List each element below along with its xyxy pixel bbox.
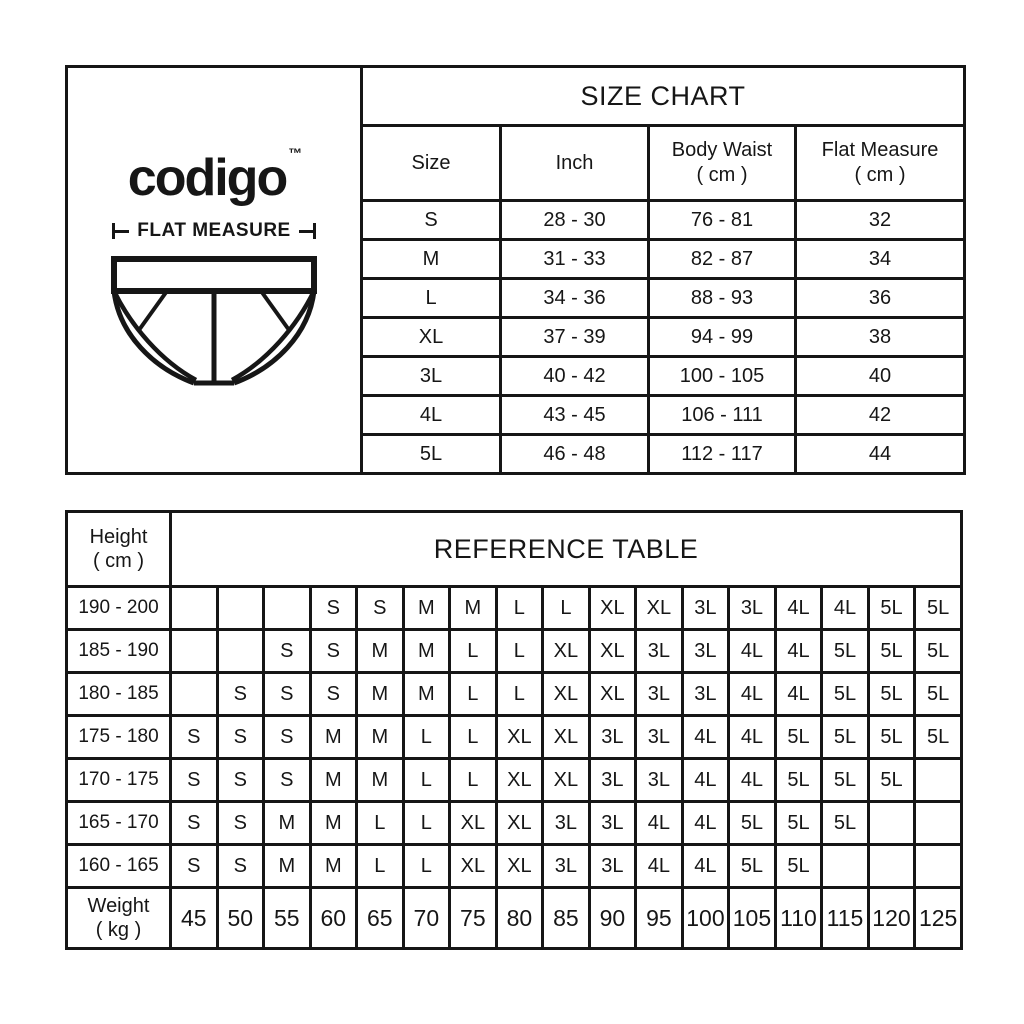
- reference-size-cell: S: [264, 630, 311, 673]
- weight-row-header: [67, 888, 171, 949]
- reference-size-cell: M: [310, 845, 357, 888]
- reference-size-cell: XL: [543, 759, 590, 802]
- reference-size-cell: S: [264, 759, 311, 802]
- weight-row: [67, 888, 962, 949]
- reference-size-cell: L: [357, 845, 404, 888]
- inch-cell: 43 - 45: [501, 396, 649, 435]
- flat-measure-cell: 32: [796, 201, 965, 240]
- reference-size-cell: 4L: [822, 587, 869, 630]
- reference-size-cell: 4L: [682, 716, 729, 759]
- height-range-cell: 175 - 180: [67, 716, 171, 759]
- reference-size-cell: 5L: [729, 845, 776, 888]
- reference-size-cell: 4L: [775, 630, 822, 673]
- reference-size-cell: XL: [496, 759, 543, 802]
- reference-size-cell: S: [171, 845, 218, 888]
- size-chart-column-header: Flat Measure ( cm ): [796, 126, 965, 201]
- reference-row: [67, 587, 962, 630]
- weight-value-cell: 115: [822, 888, 869, 949]
- reference-size-cell: 3L: [682, 587, 729, 630]
- reference-size-cell: S: [217, 673, 264, 716]
- reference-size-cell: L: [450, 716, 497, 759]
- reference-size-cell: 3L: [543, 845, 590, 888]
- inch-cell: 34 - 36: [501, 279, 649, 318]
- size-chart-title: SIZE CHART: [362, 67, 965, 126]
- reference-size-cell: L: [403, 845, 450, 888]
- weight-value-cell: 85: [543, 888, 590, 949]
- reference-size-cell: [264, 587, 311, 630]
- reference-size-cell: 3L: [682, 630, 729, 673]
- flat-measure-cell: 36: [796, 279, 965, 318]
- reference-size-cell: S: [264, 716, 311, 759]
- reference-size-cell: XL: [589, 587, 636, 630]
- weight-value-cell: 90: [589, 888, 636, 949]
- reference-size-cell: [217, 630, 264, 673]
- reference-size-cell: 4L: [729, 673, 776, 716]
- height-range-cell: 160 - 165: [67, 845, 171, 888]
- size-chart-column-header: Size: [362, 126, 501, 201]
- reference-size-cell: M: [264, 845, 311, 888]
- codigo-logo-text: codigo: [127, 149, 287, 207]
- reference-size-cell: 5L: [729, 802, 776, 845]
- size-chart-column-header: Body Waist ( cm ): [649, 126, 796, 201]
- reference-size-cell: M: [403, 587, 450, 630]
- flat-measure-cell: 40: [796, 357, 965, 396]
- reference-size-cell: [822, 845, 869, 888]
- reference-size-cell: 5L: [915, 630, 962, 673]
- reference-size-cell: [217, 587, 264, 630]
- reference-size-cell: [171, 630, 218, 673]
- weight-label: Weight: [87, 895, 150, 917]
- reference-size-cell: M: [403, 630, 450, 673]
- reference-size-cell: [171, 673, 218, 716]
- body-waist-cell: 106 - 111: [649, 396, 796, 435]
- reference-size-cell: 3L: [636, 673, 683, 716]
- reference-size-cell: 5L: [775, 759, 822, 802]
- reference-size-cell: L: [543, 587, 590, 630]
- height-range-cell: 190 - 200: [67, 587, 171, 630]
- flat-measure-cell: 34: [796, 240, 965, 279]
- reference-size-cell: 4L: [682, 759, 729, 802]
- size-chart-column-header: Inch: [501, 126, 649, 201]
- reference-size-cell: L: [403, 802, 450, 845]
- size-cell: 3L: [362, 357, 501, 396]
- reference-size-cell: 5L: [868, 716, 915, 759]
- reference-size-cell: XL: [496, 716, 543, 759]
- reference-table: [65, 510, 963, 950]
- reference-size-cell: XL: [450, 802, 497, 845]
- reference-size-cell: 3L: [636, 716, 683, 759]
- reference-size-cell: XL: [636, 587, 683, 630]
- reference-size-cell: S: [171, 759, 218, 802]
- reference-size-cell: 4L: [636, 845, 683, 888]
- reference-size-cell: M: [357, 716, 404, 759]
- reference-size-cell: M: [310, 716, 357, 759]
- reference-size-cell: L: [496, 587, 543, 630]
- height-range-cell: 185 - 190: [67, 630, 171, 673]
- reference-size-cell: 5L: [915, 673, 962, 716]
- measure-line-right: [299, 230, 313, 233]
- reference-size-cell: 5L: [822, 716, 869, 759]
- size-cell: S: [362, 201, 501, 240]
- reference-size-cell: S: [217, 716, 264, 759]
- weight-value-cell: 45: [171, 888, 218, 949]
- reference-size-cell: 5L: [822, 673, 869, 716]
- reference-size-cell: S: [217, 759, 264, 802]
- reference-size-cell: 4L: [729, 759, 776, 802]
- reference-size-cell: XL: [543, 716, 590, 759]
- weight-value-cell: 75: [450, 888, 497, 949]
- reference-size-cell: [915, 759, 962, 802]
- weight-value-cell: 105: [729, 888, 776, 949]
- inch-cell: 37 - 39: [501, 318, 649, 357]
- reference-size-cell: M: [450, 587, 497, 630]
- reference-table-title: REFERENCE TABLE: [171, 512, 962, 587]
- height-column-header: [67, 512, 171, 587]
- reference-size-cell: 4L: [729, 630, 776, 673]
- reference-size-cell: 4L: [636, 802, 683, 845]
- size-cell: L: [362, 279, 501, 318]
- reference-size-cell: XL: [450, 845, 497, 888]
- reference-size-cell: [915, 802, 962, 845]
- weight-value-cell: 70: [403, 888, 450, 949]
- body-waist-cell: 112 - 117: [649, 435, 796, 474]
- reference-row: [67, 630, 962, 673]
- reference-size-cell: 5L: [775, 802, 822, 845]
- reference-size-cell: L: [450, 673, 497, 716]
- weight-value-cell: 125: [915, 888, 962, 949]
- weight-value-cell: 65: [357, 888, 404, 949]
- reference-size-cell: XL: [543, 630, 590, 673]
- reference-size-cell: 5L: [868, 630, 915, 673]
- trademark-symbol: ™: [288, 145, 303, 161]
- reference-size-cell: 5L: [868, 759, 915, 802]
- reference-size-cell: 4L: [775, 587, 822, 630]
- reference-size-cell: 4L: [682, 802, 729, 845]
- reference-size-cell: 4L: [729, 716, 776, 759]
- height-range-cell: 170 - 175: [67, 759, 171, 802]
- measure-tick-right-icon: [313, 223, 316, 239]
- reference-size-cell: L: [403, 716, 450, 759]
- reference-size-cell: XL: [589, 630, 636, 673]
- size-chart-panel: [65, 65, 966, 475]
- inch-cell: 31 - 33: [501, 240, 649, 279]
- weight-value-cell: 55: [264, 888, 311, 949]
- weight-value-cell: 110: [775, 888, 822, 949]
- reference-size-cell: XL: [496, 845, 543, 888]
- reference-size-cell: S: [171, 716, 218, 759]
- flat-measure-cell: 38: [796, 318, 965, 357]
- reference-size-cell: [868, 802, 915, 845]
- reference-size-cell: S: [171, 802, 218, 845]
- reference-size-cell: S: [310, 673, 357, 716]
- flat-measure-cell: 42: [796, 396, 965, 435]
- reference-row: [67, 673, 962, 716]
- reference-size-cell: M: [310, 802, 357, 845]
- reference-size-cell: L: [357, 802, 404, 845]
- reference-size-cell: S: [310, 587, 357, 630]
- reference-size-cell: 4L: [775, 673, 822, 716]
- brand-cell: [67, 67, 362, 474]
- reference-size-cell: 5L: [868, 587, 915, 630]
- reference-size-cell: S: [357, 587, 404, 630]
- reference-size-cell: 5L: [822, 759, 869, 802]
- height-unit: ( cm ): [92, 550, 145, 572]
- flat-measure-cell: 44: [796, 435, 965, 474]
- reference-size-cell: 5L: [822, 630, 869, 673]
- reference-size-cell: 3L: [729, 587, 776, 630]
- reference-row: [67, 802, 962, 845]
- size-cell: 4L: [362, 396, 501, 435]
- weight-value-cell: 120: [868, 888, 915, 949]
- size-cell: XL: [362, 318, 501, 357]
- briefs-icon: [111, 256, 317, 388]
- weight-value-cell: 60: [310, 888, 357, 949]
- reference-row: [67, 845, 962, 888]
- reference-row: [67, 759, 962, 802]
- inch-cell: 46 - 48: [501, 435, 649, 474]
- weight-value-cell: 100: [682, 888, 729, 949]
- reference-size-cell: XL: [589, 673, 636, 716]
- reference-size-cell: [171, 587, 218, 630]
- reference-size-cell: S: [264, 673, 311, 716]
- weight-value-cell: 80: [496, 888, 543, 949]
- reference-size-cell: L: [496, 673, 543, 716]
- height-label: Height: [89, 526, 148, 548]
- reference-size-cell: 3L: [589, 716, 636, 759]
- reference-size-cell: M: [357, 673, 404, 716]
- reference-size-cell: [915, 845, 962, 888]
- reference-size-cell: M: [310, 759, 357, 802]
- measure-line-left: [115, 230, 129, 233]
- reference-size-cell: XL: [543, 673, 590, 716]
- reference-size-cell: M: [403, 673, 450, 716]
- reference-row: [67, 716, 962, 759]
- reference-size-cell: 4L: [682, 845, 729, 888]
- body-waist-cell: 76 - 81: [649, 201, 796, 240]
- reference-size-cell: 5L: [775, 716, 822, 759]
- reference-size-cell: XL: [496, 802, 543, 845]
- reference-size-cell: M: [357, 759, 404, 802]
- reference-header-row: [67, 512, 962, 587]
- reference-size-cell: M: [357, 630, 404, 673]
- flat-measure-caption: [112, 220, 316, 242]
- body-waist-cell: 82 - 87: [649, 240, 796, 279]
- flat-measure-label: FLAT MEASURE: [137, 220, 291, 241]
- reference-size-cell: 3L: [682, 673, 729, 716]
- height-range-cell: 165 - 170: [67, 802, 171, 845]
- reference-size-cell: 3L: [589, 759, 636, 802]
- reference-size-cell: 3L: [636, 630, 683, 673]
- reference-size-cell: 5L: [775, 845, 822, 888]
- reference-size-cell: [868, 845, 915, 888]
- reference-size-cell: M: [264, 802, 311, 845]
- body-waist-cell: 94 - 99: [649, 318, 796, 357]
- size-chart-top-row: [67, 67, 965, 126]
- reference-size-cell: 3L: [589, 802, 636, 845]
- inch-cell: 40 - 42: [501, 357, 649, 396]
- reference-size-cell: L: [496, 630, 543, 673]
- size-cell: 5L: [362, 435, 501, 474]
- weight-value-cell: 95: [636, 888, 683, 949]
- reference-size-cell: 3L: [636, 759, 683, 802]
- reference-size-cell: L: [450, 759, 497, 802]
- codigo-logo: [127, 145, 303, 207]
- height-range-cell: 180 - 185: [67, 673, 171, 716]
- reference-size-cell: 5L: [868, 673, 915, 716]
- weight-unit: ( kg ): [95, 919, 142, 941]
- reference-size-cell: S: [310, 630, 357, 673]
- reference-size-cell: 3L: [543, 802, 590, 845]
- body-waist-cell: 100 - 105: [649, 357, 796, 396]
- reference-size-cell: S: [217, 802, 264, 845]
- reference-size-cell: 5L: [915, 587, 962, 630]
- inch-cell: 28 - 30: [501, 201, 649, 240]
- size-cell: M: [362, 240, 501, 279]
- reference-size-cell: 5L: [915, 716, 962, 759]
- weight-value-cell: 50: [217, 888, 264, 949]
- body-waist-cell: 88 - 93: [649, 279, 796, 318]
- reference-size-cell: 3L: [589, 845, 636, 888]
- reference-size-cell: 5L: [822, 802, 869, 845]
- reference-size-cell: S: [217, 845, 264, 888]
- reference-size-cell: L: [450, 630, 497, 673]
- reference-size-cell: L: [403, 759, 450, 802]
